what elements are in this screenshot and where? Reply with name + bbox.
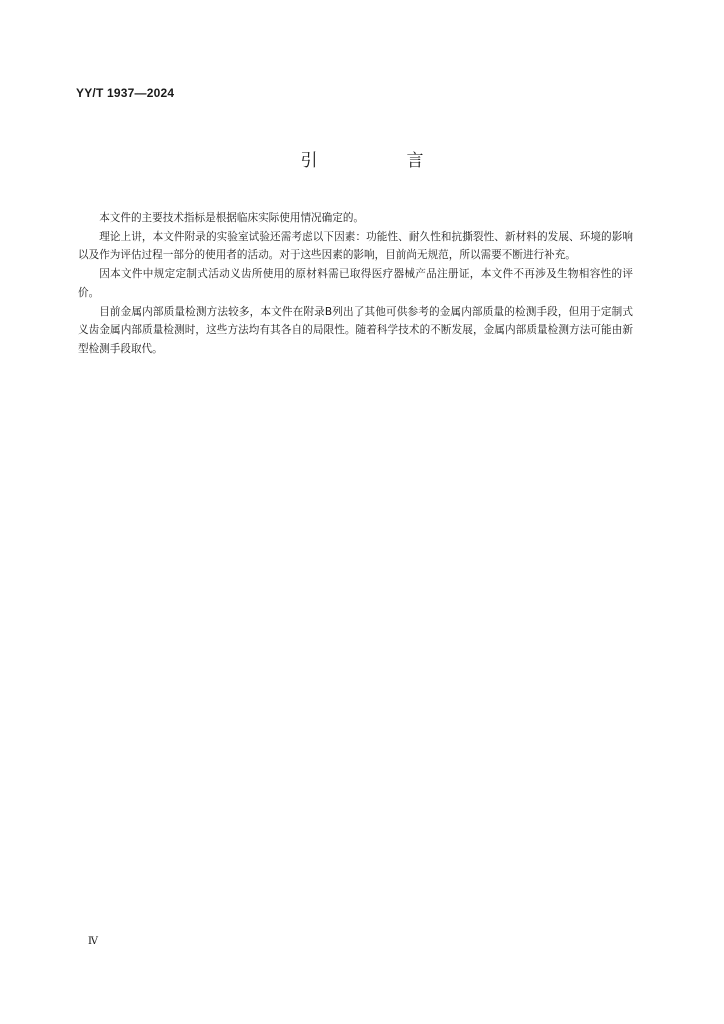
page-title: 引 言 <box>300 151 460 171</box>
paragraph-metal-inspection: 目前金属内部质量检测方法较多，本文件在附录B列出了其他可供参考的金属内部质量的检测手段，但用于定制式义齿金属内部质量检测时，这些方法均有其各自的局限性。随着科学技术的不断发展，金属内部质量检测方法可能由新型检测手段取代。 <box>78 305 633 355</box>
page-number: Ⅳ <box>88 936 98 947</box>
paragraph-main-indicators: 本文件的主要技术指标是根据临床实际使用情况确定的。 <box>99 212 365 224</box>
introduction-body <box>78 209 633 359</box>
paragraph-lab-test-factors: 理论上讲，本文件附录的实验室试验还需考虑以下因素：功能性、耐久性和抗撕裂性、新材料的发展、环境的影响以及作为评估过程一部分的使用者的活动。对于这些因素的影响，目前尚无规范，所以需要不断进行补充。 <box>78 230 633 262</box>
paragraph-biocompatibility: 因本文件中规定定制式活动义齿所使用的原材料需已取得医疗器械产品注册证，本文件不再涉及生物相容性的评价。 <box>78 268 633 299</box>
standard-code: YY/T 1937—2024 <box>76 86 175 100</box>
